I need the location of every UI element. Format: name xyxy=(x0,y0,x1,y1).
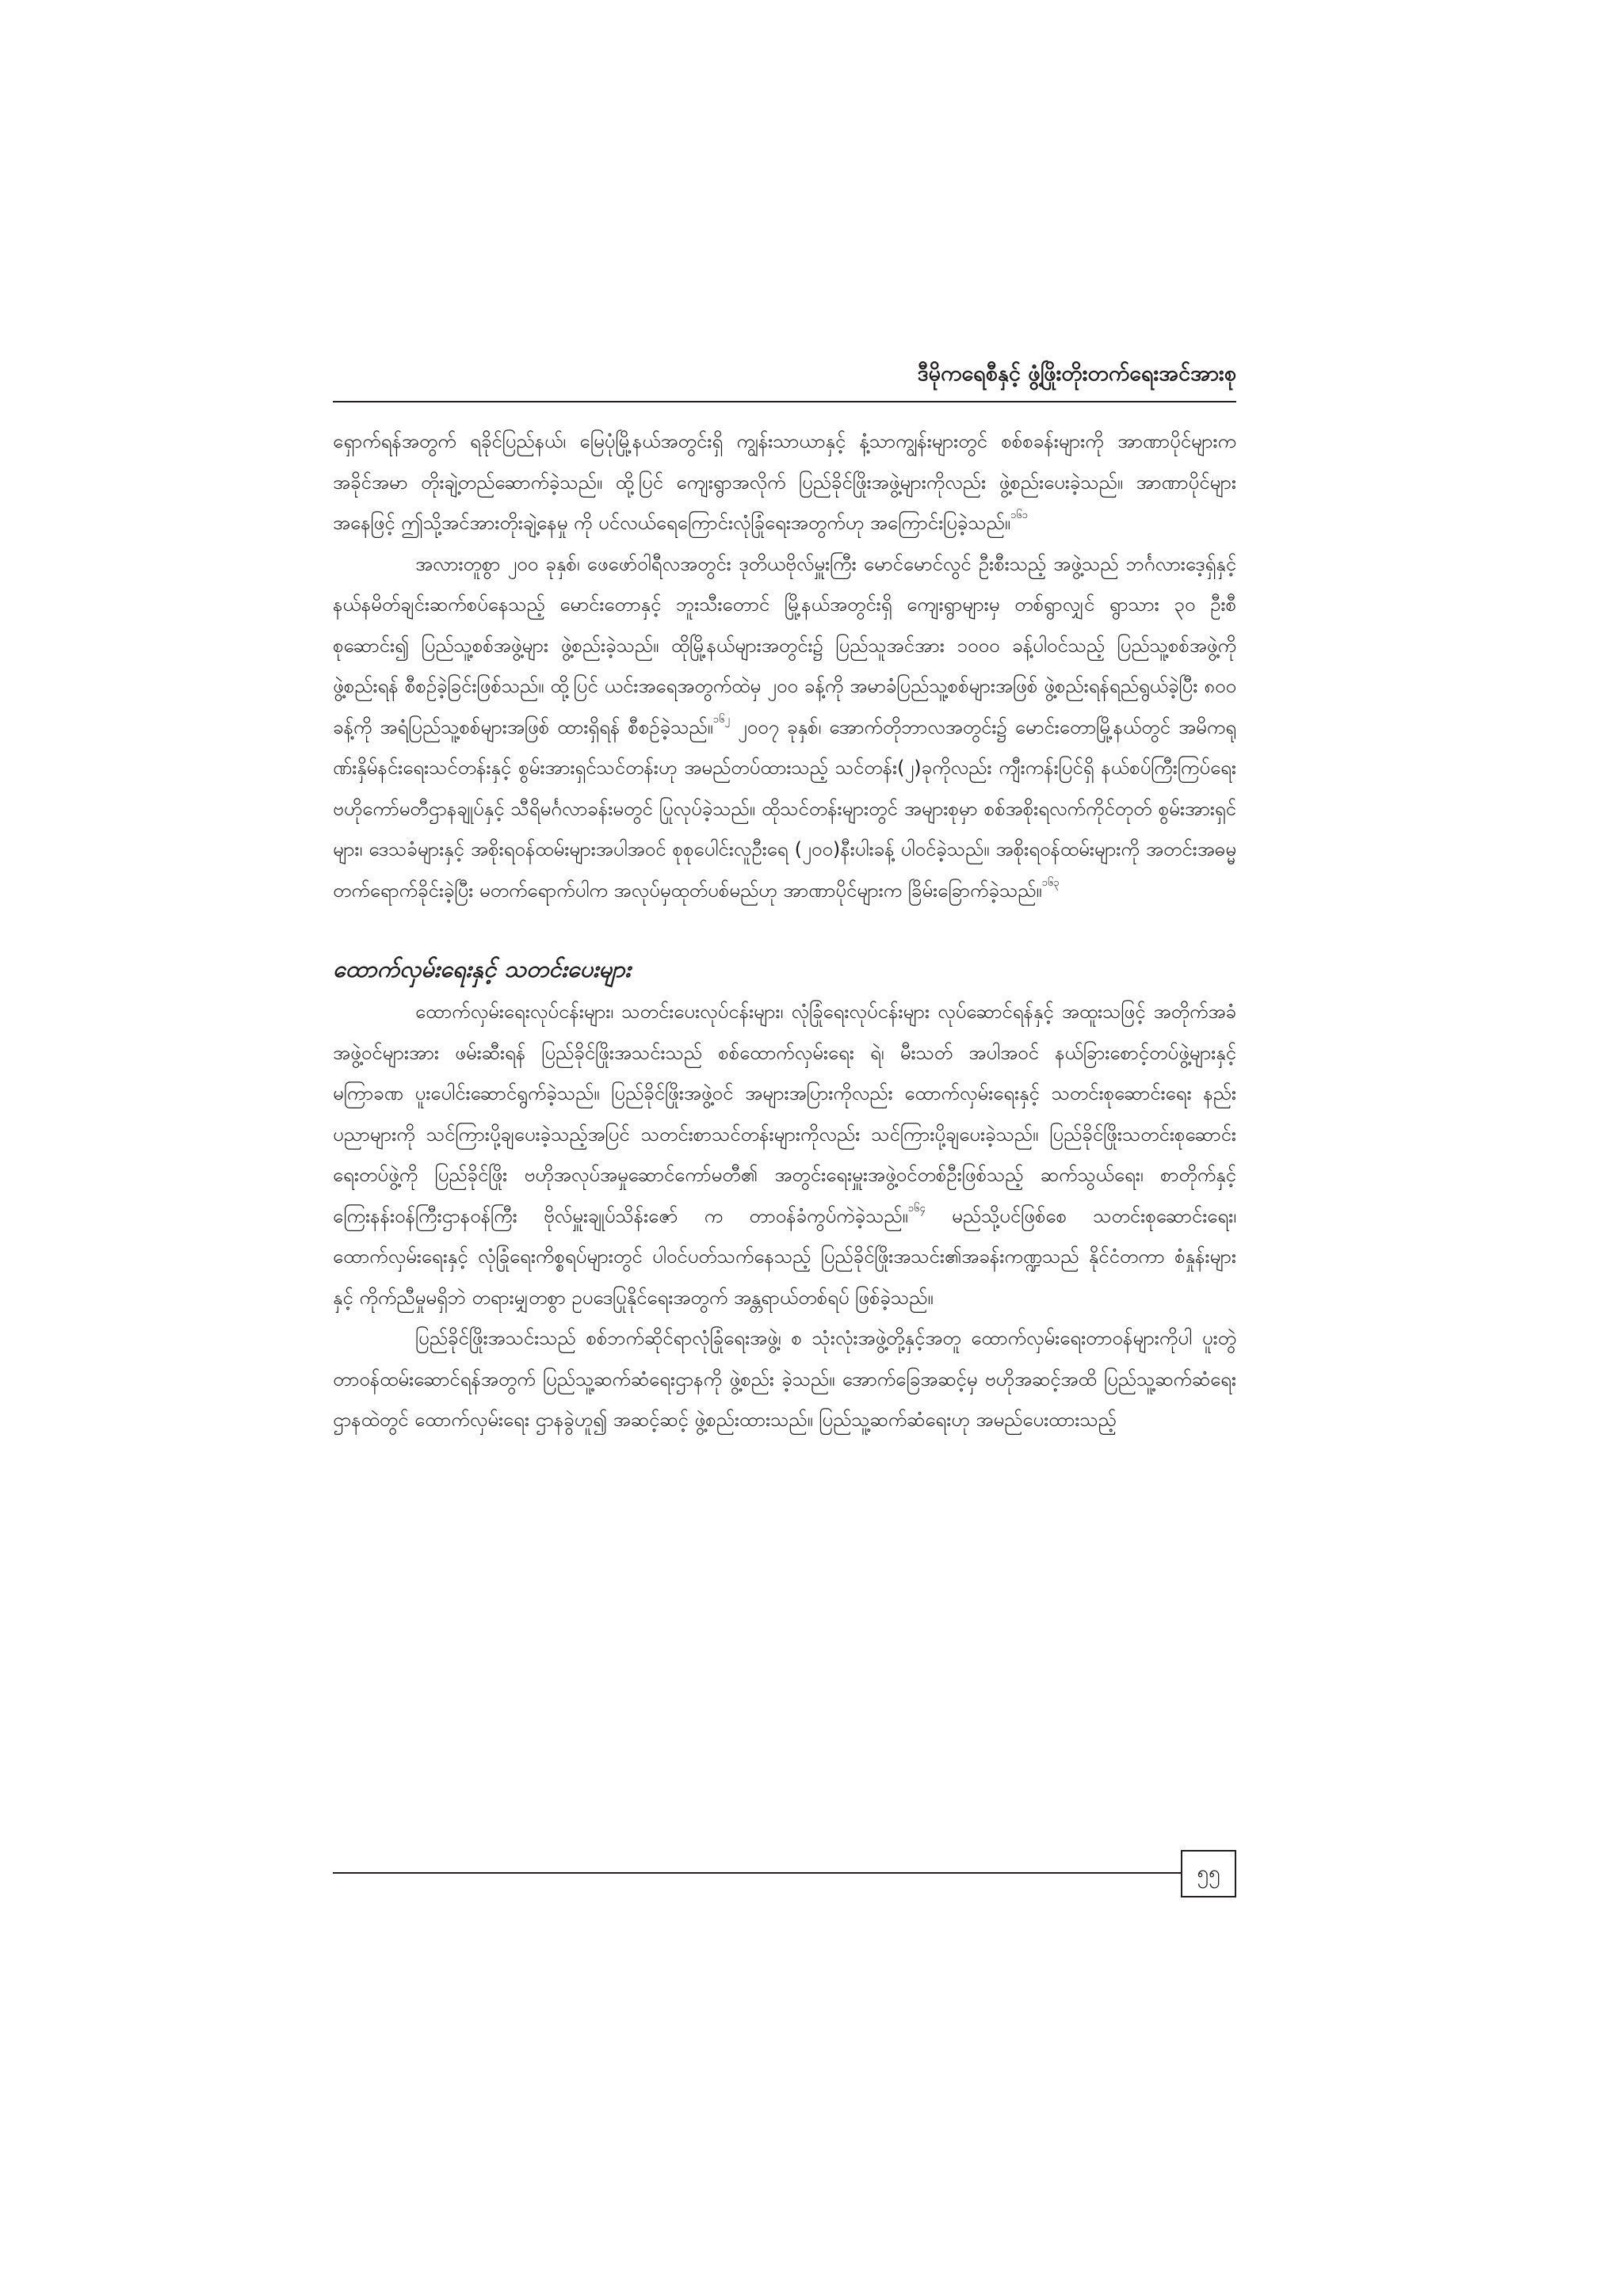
paragraph-4 xyxy=(333,1318,1236,1441)
footnote-ref-162: ၁၆၂ xyxy=(712,713,730,726)
paragraph-2-text: အလားတူစွာ ၂၀၀ ခုနှစ်၊ ဖေဖော်ဝါရီလအတွင်း ဒုတိယဗိုလ်မှူးကြီး မောင်မောင်လွင် ဦးစီးသည့် အဖွဲ့သည် ဘင်္ဂလားဒေ့ရှ်နှင့် နယ်နမိတ်ချင်းဆက်စပ်နေသည့် မောင်းတောနှင့် ဘူးသီးတောင် မြို့နယ်အတွင်းရှိ ကျေးရွာများမှ တစ်ရွာလျှင် ရွာသား ၃၀ ဦးစီ စုဆောင်း၍ ပြည်သူ့စစ်အဖွဲ့များ ဖွဲ့စည်းခဲ့သည်။ ထိုမြို့နယ်များအတွင်း၌ ပြည်သူအင်အား ၁၀၀၀ ခန့်ပါဝင်သည့် ပြည်သူ့စစ်အဖွဲ့ကို ဖွဲ့စည်းရန် စီစဉ်ခဲ့ခြင်းဖြစ်သည်။ ထို့ပြင် ယင်းအရေအတွက်ထဲမှ ၂၀၀ ခန့်ကို အမာခံပြည်သူ့စစ်များအဖြစ် ဖွဲ့စည်းရန်ရည်ရွယ်ခဲ့ပြီး ၈၀၀ ခန့်ကို အရံပြည်သူ့စစ်များအဖြစ် ထားရှိရန် စီစဉ်ခဲ့သည်။ xyxy=(333,552,1236,738)
paragraph-1-text: ရှောက်ရန်အတွက် ရခိုင်ပြည်နယ်၊ မြေပုံမြို့နယ်အတွင်းရှိ ကျွန်းသာယာနှင့် နံ့သာကျွန်းများတွင် စစ်စခန်းများကို အာဏာပိုင်များက အခိုင်အမာ တိုးချဲ့တည်ဆောက်ခဲ့သည်။ ထို့ပြင် ကျေးရွာအလိုက် ပြည်ခိုင်ဖြိုးအဖွဲ့များကိုလည်း ဖွဲ့စည်းပေးခဲ့သည်။ အာဏာပိုင်များအနေဖြင့် ဤသို့အင်အားတိုးချဲ့နေမှု ကို ပင်လယ်ရေကြောင်းလုံခြုံရေးအတွက်ဟု အကြောင်းပြခဲ့သည်။ xyxy=(333,430,1236,534)
footnote-ref-164: ၁၆၄ xyxy=(907,1202,926,1215)
paragraph-2 xyxy=(333,544,1236,912)
page-number: ၅၅ xyxy=(1197,1860,1220,1885)
page-number-box xyxy=(1181,1850,1236,1897)
section-heading: ထောက်လှမ်းရေးနှင့် သတင်းပေးများ xyxy=(333,955,631,982)
footnote-ref-161: ၁၆၁ xyxy=(1010,509,1029,521)
body-text xyxy=(333,421,1236,1441)
running-header: ဒီမိုကရေစီနှင့် ဖွံ့ဖြိုးတိုးတက်ရေးအင်အားစု xyxy=(917,361,1236,386)
paragraph-3-text: ထောက်လှမ်းရေးလုပ်ငန်းများ၊ သတင်းပေးလုပ်ငန်းများ၊ လုံခြုံရေးလုပ်ငန်းများ လုပ်ဆောင်ရန်နှင့် အထူးသဖြင့် အတိုက်အခံအဖွဲ့ဝင်များအား ဖမ်းဆီးရန် ပြည်ခိုင်ဖြိုးအသင်းသည် စစ်ထောက်လှမ်းရေး ရဲ၊ မီးသတ် အပါအဝင် နယ်ခြားစောင့်တပ်ဖွဲ့များနှင့် မကြာခဏ ပူးပေါင်းဆောင်ရွက်ခဲ့သည်။ ပြည်ခိုင်ဖြိုးအဖွဲ့ဝင် အများအပြားကိုလည်း ထောက်လှမ်းရေးနှင့် သတင်းစုဆောင်းရေး နည်းပညာများကို သင်ကြားပို့ချပေးခဲ့သည့်အပြင် သတင်းစာသင်တန်းများကိုလည်း သင်ကြားပို့ချပေးခဲ့သည်။ ပြည်ခိုင်ဖြိုးသတင်းစုဆောင်းရေးတပ်ဖွဲ့ကို ပြည်ခိုင်ဖြိုး ဗဟိုအလုပ်အမှုဆောင်ကော်မတီ၏ အတွင်းရေးမှူးအဖွဲ့ဝင်တစ်ဦးဖြစ်သည့် ဆက်သွယ်ရေး၊ စာတိုက်နှင့် ကြေးနန်းဝန်ကြီးဌာနဝန်ကြီး ဗိုလ်မှူးချုပ်သိန်းဇော် က တာဝန်ခံကွပ်ကဲခဲ့သည်။ xyxy=(333,1001,1236,1227)
paragraph-3 xyxy=(333,992,1236,1318)
paragraph-4-text: ပြည်ခိုင်ဖြိုးအသင်းသည် စစ်ဘက်ဆိုင်ရာလုံခြုံရေးအဖွဲ့၊ စ သုံးလုံးအဖွဲ့တို့နှင့်အတူ ထောက်လှမ်းရေးတာဝန်များကိုပါ ပူးတွဲတာဝန်ထမ်းဆောင်ရန်အတွက် ပြည်သူ့ဆက်ဆံရေးဌာနကို ဖွဲ့စည်း ခဲ့သည်။ အောက်ခြေအဆင့်မှ ဗဟိုအဆင့်အထိ ပြည်သူ့ဆက်ဆံရေးဌာနထဲတွင် ထောက်လှမ်းရေး ဌာနခွဲဟူ၍ အဆင့်ဆင့် ဖွဲ့စည်းထားသည်။ ပြည်သူ့ဆက်ဆံရေးဟု အမည်ပေးထားသည့် xyxy=(333,1327,1236,1431)
paragraph-1 xyxy=(333,421,1236,544)
paragraph-2-continuation: ၂၀၀၇ ခုနှစ်၊ အောက်တိုဘာလအတွင်း၌ မောင်းတောမြို့နယ်တွင် အမိကရုဏ်းနှိမ်နင်းရေးသင်တန်းနှင့် စွမ်းအားရှင်သင်တန်းဟု အမည်တပ်ထားသည့် သင်တန်း(၂)ခုကိုလည်း ကျီးကန်းပြင်ရှိ နယ်စပ်ကြီးကြပ်ရေး ဗဟိုကော်မတီဌာနချုပ်နှင့် သီရိမင်္ဂလာခန်းမတွင် ပြုလုပ်ခဲ့သည်။ ထိုသင်တန်းများတွင် အများစုမှာ စစ်အစိုးရလက်ကိုင်တုတ် စွမ်းအားရှင်များ၊ ဒေသခံများနှင့် အစိုးရဝန်ထမ်းများအပါအဝင် စုစုပေါင်းလူဦးရေ (၂၀၀)နီးပါးခန့် ပါဝင်ခဲ့သည်။ အစိုးရဝန်ထမ်းများကို အတင်းအဓမ္မ တက်ရောက်ခိုင်းခဲ့ပြီး မတက်ရောက်ပါက အလုပ်မှထုတ်ပစ်မည်ဟု အာဏာပိုင်များက ခြိမ်းခြောက်ခဲ့သည်။ xyxy=(333,715,1236,902)
footer-rule xyxy=(333,1872,1181,1874)
paragraph-3-continuation: မည်သို့ပင်ဖြစ်စေ သတင်းစုဆောင်းရေး၊ ထောက်လှမ်းရေးနှင့် လုံခြုံရေးကိစ္စရပ်များတွင် ပါဝင်ပတ်သက်နေသည့် ပြည်ခိုင်ဖြိုးအသင်း၏အခန်းကဏ္ဍသည် နိုင်ငံတကာ စံနှုန်းများနှင့် ကိုက်ညီမှုမရှိဘဲ တရားမျှတစွာ ဥပဒေပြုနိုင်ရေးအတွက် အန္တရာယ်တစ်ရပ် ဖြစ်ခဲ့သည်။ xyxy=(333,1204,1236,1309)
footnote-ref-163: ၁၆၃ xyxy=(1041,876,1060,889)
header-rule xyxy=(333,401,1236,402)
